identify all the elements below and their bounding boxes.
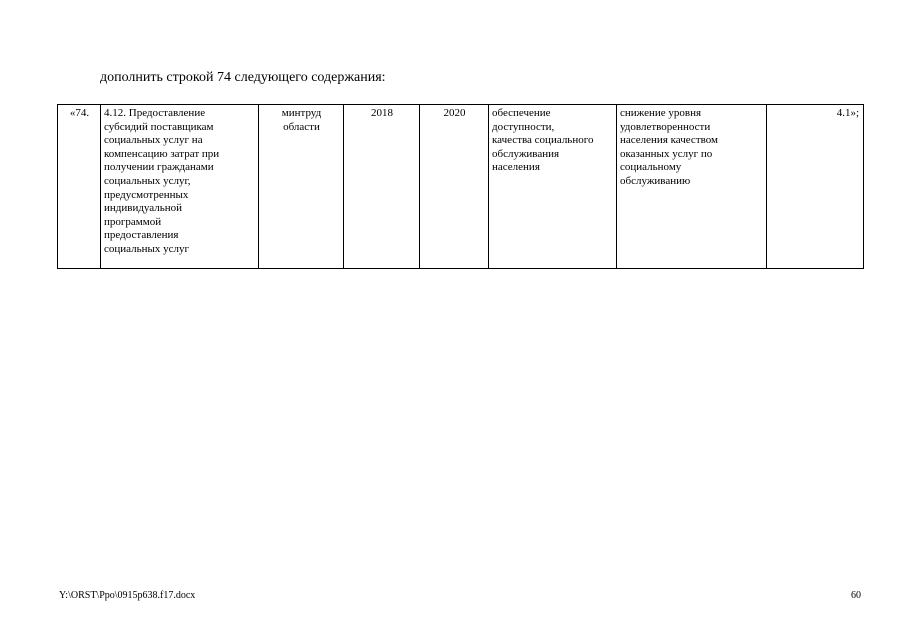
end-year-cell: 2020 bbox=[420, 105, 489, 269]
result-line: обеспечение bbox=[492, 107, 551, 119]
activity-line: компенсацию затрат при bbox=[104, 147, 220, 160]
row-number-cell: «74. bbox=[58, 105, 101, 269]
intro-text: дополнить строкой 74 следующего содержания: bbox=[100, 70, 386, 85]
consequence-line: снижение уровня bbox=[620, 107, 702, 119]
consequence-line: оказанных услуг по bbox=[620, 147, 713, 160]
activity-line: предоставления bbox=[104, 229, 179, 242]
activity-line: программой bbox=[104, 215, 162, 228]
result-cell bbox=[489, 105, 617, 269]
consequence-line: удовлетворенности bbox=[620, 120, 711, 133]
activity-line: предусмотренных bbox=[104, 188, 189, 201]
page-number: 60 bbox=[851, 590, 861, 601]
indicator-cell: 4.1»; bbox=[767, 105, 864, 269]
start-year-cell: 2018 bbox=[344, 105, 420, 269]
activity-line: 4.12. Предоставление bbox=[104, 107, 206, 119]
table-row bbox=[58, 105, 864, 269]
activity-cell bbox=[101, 105, 259, 269]
program-table bbox=[57, 104, 864, 269]
footer-file-path: Y:\ORST\Ppo\0915p638.f17.docx bbox=[59, 590, 196, 601]
executor-cell bbox=[259, 105, 344, 269]
activity-line: социальных услуг на bbox=[104, 134, 203, 147]
activity-line: социальных услуг bbox=[104, 242, 190, 255]
activity-line: субсидий поставщикам bbox=[104, 120, 214, 133]
result-line: населения bbox=[492, 161, 540, 174]
activity-line: получении гражданами bbox=[104, 161, 214, 174]
result-line: доступности, bbox=[492, 120, 555, 133]
activity-line: социальных услуг, bbox=[104, 174, 191, 187]
consequence-line: населения качеством bbox=[620, 134, 718, 147]
result-line: качества социального bbox=[492, 134, 594, 147]
consequence-line: социальному bbox=[620, 161, 682, 174]
executor-line: области bbox=[283, 120, 320, 133]
consequence-cell bbox=[617, 105, 767, 269]
activity-line: индивидуальной bbox=[104, 202, 183, 215]
consequence-line: обслуживанию bbox=[620, 174, 691, 187]
result-line: обслуживания bbox=[492, 147, 560, 160]
executor-line: минтруд bbox=[281, 107, 322, 119]
